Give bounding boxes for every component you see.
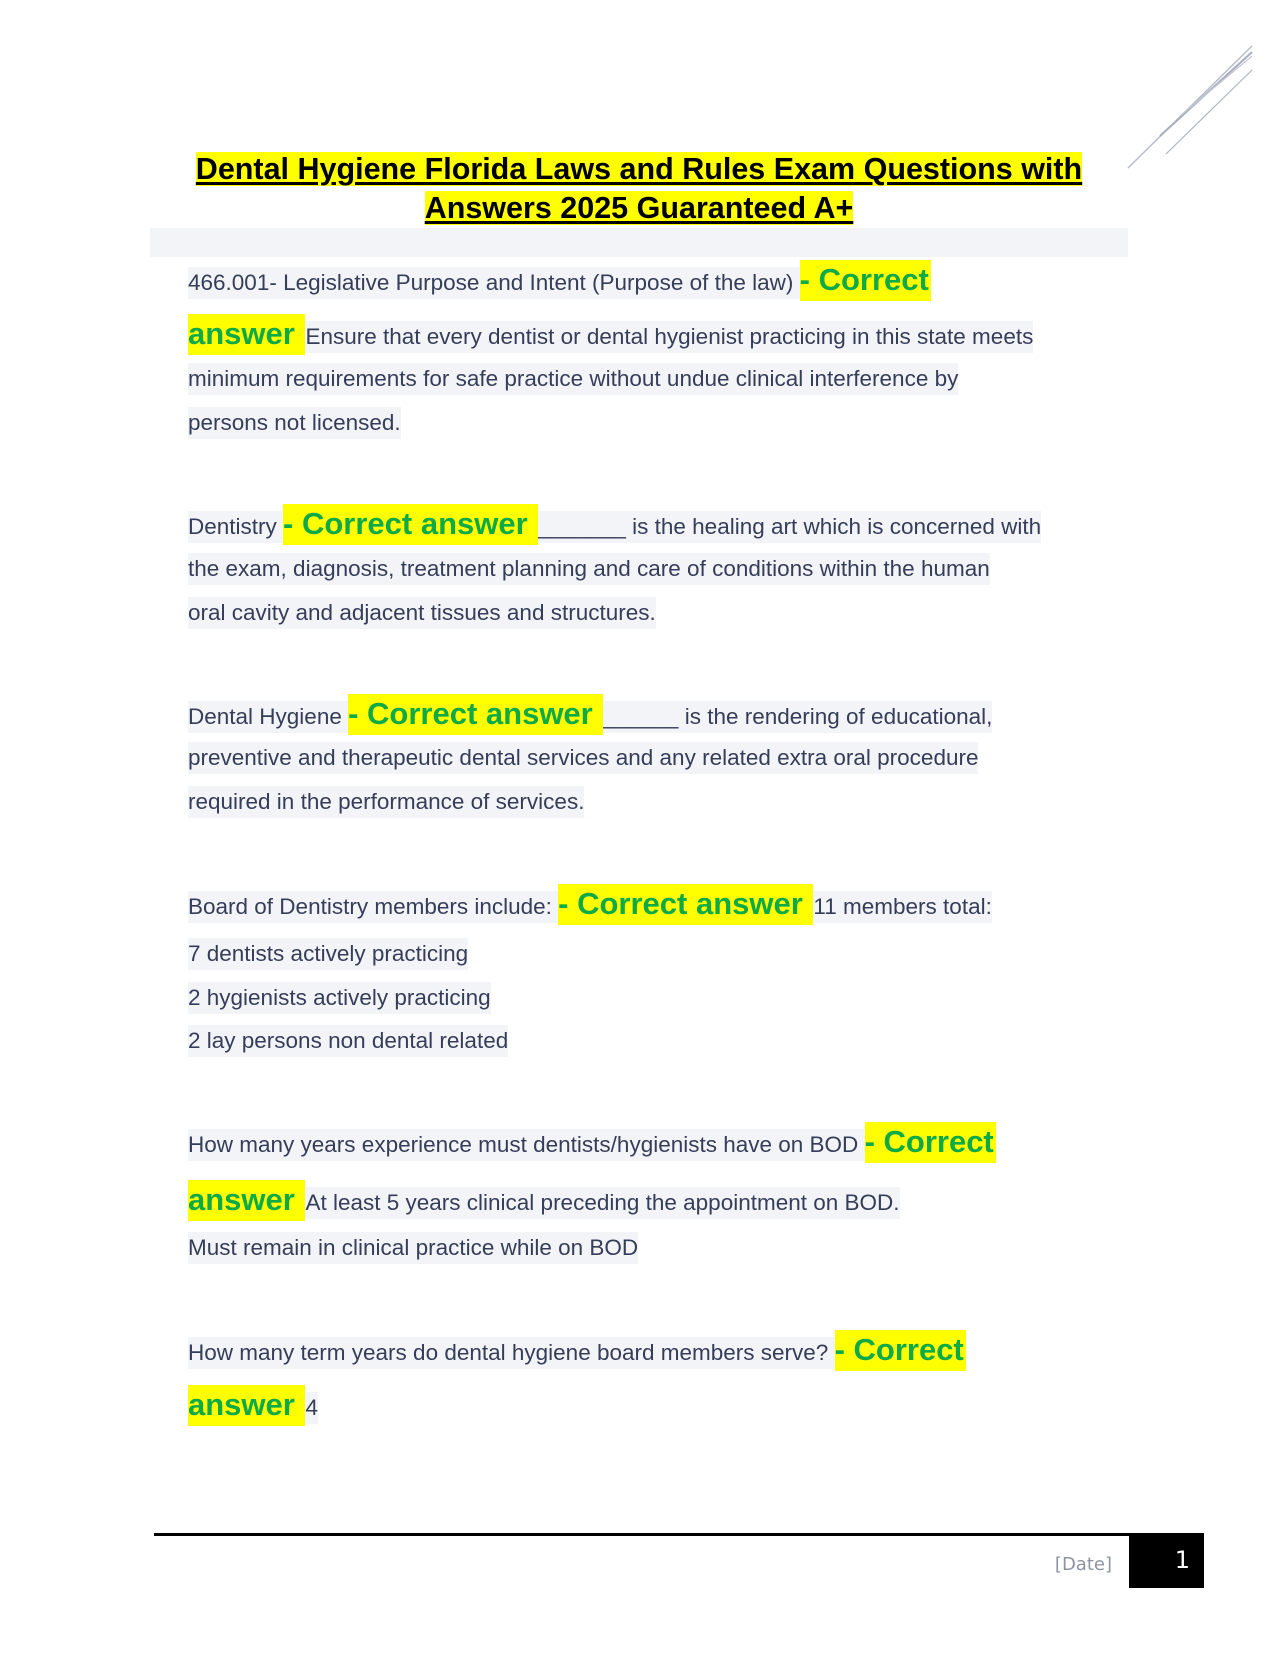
answer-text: 2 lay persons non dental related [188,1025,508,1057]
title-line-1: Dental Hygiene Florida Laws and Rules Exam Questions with [195,152,1083,186]
qa-1-line-1 [188,262,931,298]
qa-3-line-2 [188,745,978,771]
answer-text: minimum requirements for safe practice without undue clinical interference by [188,363,958,395]
qa-2-line-3 [188,600,656,626]
question-text: How many years experience must dentists/hygienists have on BOD [188,1129,865,1161]
answer-text: _______ is the healing art which is concerned with [538,511,1041,543]
answer-text: 11 members total: [813,891,991,923]
answer-text: 7 dentists actively practicing [188,938,468,970]
answer-text: the exam, diagnosis, treatment planning and care of conditions within the human [188,553,990,585]
correct-answer-marker: - Correct [835,1330,966,1371]
qa-4-line-2 [188,941,468,967]
qa-4-line-1 [188,886,992,922]
question-text: Board of Dentistry members include: [188,891,558,923]
qa-3-line-1 [188,696,992,732]
correct-answer-marker: answer [188,1180,305,1221]
correct-answer-marker: - Correct [800,260,931,301]
question-text: Dentistry [188,511,283,543]
qa-2-line-2 [188,556,990,582]
document-title [146,150,1132,228]
answer-text: ______ is the rendering of educational, [603,701,992,733]
qa-1-line-3 [188,366,958,392]
question-text: How many term years do dental hygiene board members serve? [188,1337,835,1369]
answer-text: 4 [305,1392,318,1424]
title-spacer-band [150,228,1128,257]
correct-answer-marker: - Correct answer [283,504,538,545]
question-text: 466.001- Legislative Purpose and Intent (Purpose of the law) [188,267,800,299]
correct-answer-marker: - Correct answer [558,884,813,925]
correct-answer-marker: - Correct [865,1122,996,1163]
answer-text: persons not licensed. [188,407,401,439]
title-line-2: Answers 2025 Guaranteed A+ [424,191,854,225]
decorative-corner-lines-icon [1120,40,1280,180]
qa-4-line-4 [188,1028,508,1054]
qa-3-line-3 [188,789,584,815]
footer-divider [154,1533,1204,1536]
answer-text: oral cavity and adjacent tissues and structures. [188,597,656,629]
qa-6-line-2 [188,1387,318,1423]
answer-text: 2 hygienists actively practicing [188,982,491,1014]
correct-answer-marker: - Correct answer [348,694,603,735]
answer-text: preventive and therapeutic dental services and any related extra oral procedure [188,742,978,774]
answer-text: At least 5 years clinical preceding the appointment on BOD. [305,1187,899,1219]
correct-answer-marker: answer [188,314,305,355]
qa-4-line-3 [188,985,491,1011]
answer-text: required in the performance of services. [188,786,584,818]
page-number: 1 [1129,1535,1204,1588]
correct-answer-marker: answer [188,1385,305,1426]
answer-text: Must remain in clinical practice while on BOD [188,1232,638,1264]
qa-5-line-2 [188,1182,900,1218]
qa-2-line-1 [188,506,1041,542]
qa-1-line-2 [188,316,1033,352]
qa-6-line-1 [188,1332,966,1368]
answer-text: Ensure that every dentist or dental hygienist practicing in this state meets [305,321,1033,353]
qa-5-line-3 [188,1235,638,1261]
question-text: Dental Hygiene [188,701,348,733]
qa-1-line-4 [188,410,401,436]
qa-5-line-1 [188,1124,996,1160]
footer-date-placeholder: [Date] [1054,1554,1112,1575]
